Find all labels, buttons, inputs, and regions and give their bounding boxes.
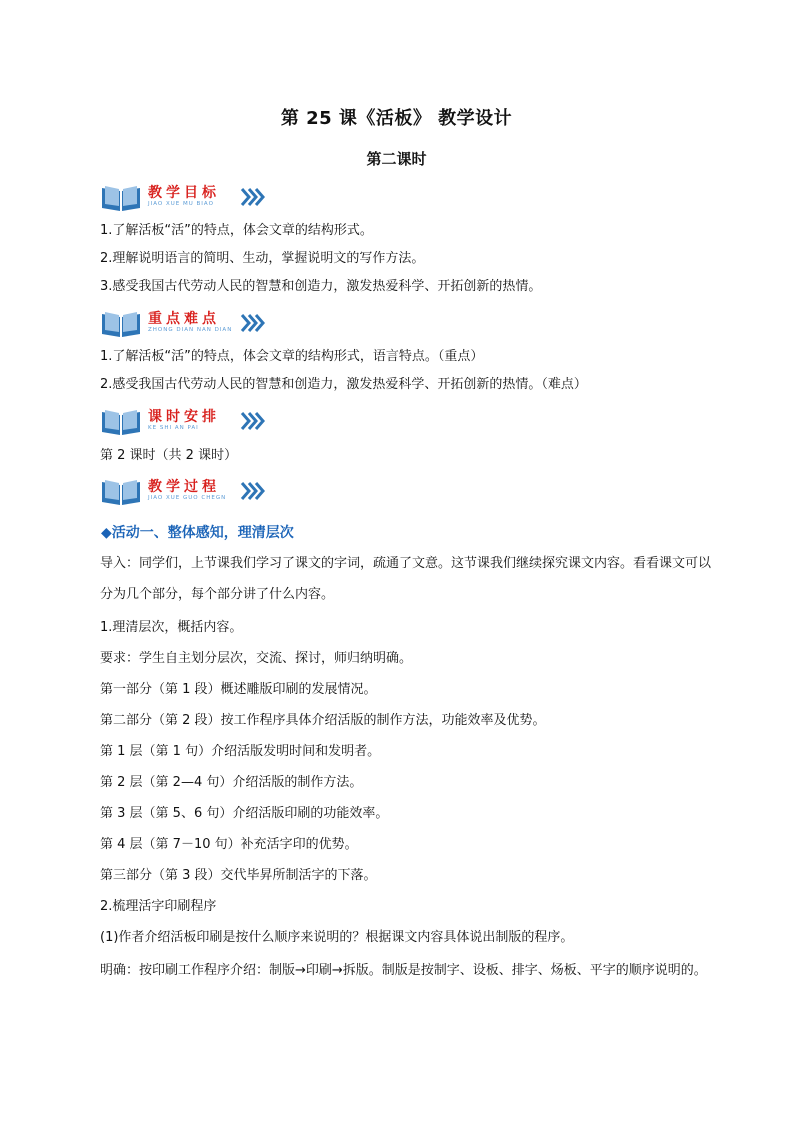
body-line: 1.理清层次，概括内容。: [100, 620, 243, 635]
schedule-text: 第 2 课时（共 2 课时）: [100, 448, 238, 463]
document-title: 第 25 课《活板》 教学设计: [280, 108, 513, 129]
keypoint-item-2: 2.感受我国古代劳动人民的智慧和创造力，激发热爱科学、开拓创新的热情。（难点）: [100, 377, 587, 392]
triple-chevron-right-icon: [240, 410, 266, 432]
section-title-cn: 教学过程: [148, 479, 220, 495]
section-title-pinyin: JIAO XUE MU BIAO: [148, 201, 214, 207]
body-line: 第 1 层（第 1 句）介绍活版发明时间和发明者。: [100, 744, 381, 759]
body-line: 要求：学生自主划分层次，交流、探讨，师归纳明确。: [100, 651, 413, 666]
body-line: 第三部分（第 3 段）交代毕昇所制活字的下落。: [100, 868, 377, 883]
section-title-pinyin: JIAO XUE GUO CHEGN: [148, 495, 227, 501]
intro-paragraph: 导入：同学们，上节课我们学习了课文的字词，疏通了文意。这节课我们继续探究课文内容。看看课文可以分为几个部分，每个部分讲了什么内容。: [100, 556, 712, 602]
triple-chevron-right-icon: [240, 186, 266, 208]
section-title-cn: 重点难点: [148, 311, 220, 327]
section-title-cn: 课时安排: [148, 409, 220, 425]
body-line: 第 3 层（第 5、6 句）介绍活版印刷的功能效率。: [100, 806, 389, 821]
triple-chevron-right-icon: [240, 312, 266, 334]
body-line: 第一部分（第 1 段）概述雕版印刷的发展情况。: [100, 682, 377, 697]
goal-item-1: 1.了解活板“活”的特点，体会文章的结构形式。: [100, 223, 373, 238]
section-title-cn: 教学目标: [148, 185, 220, 201]
body-line: (1)作者介绍活板印刷是按什么顺序来说明的？根据课文内容具体说出制版的程序。: [100, 930, 574, 945]
answer-paragraph: 明确：按印刷工作程序介绍：制版→印刷→拆版。制版是按制字、设板、排字、炀板、平字的顺序说明的。: [100, 963, 707, 978]
open-book-icon: [100, 310, 142, 338]
body-line: 第二部分（第 2 段）按工作程序具体介绍活版的制作方法，功能效率及优势。: [100, 713, 546, 728]
body-line: 第 2 层（第 2—4 句）介绍活版的制作方法。: [100, 775, 363, 790]
triple-chevron-right-icon: [240, 480, 266, 502]
section-banner-keypoints: [100, 308, 270, 342]
section-title-pinyin: KE SHI AN PAI: [148, 425, 199, 431]
open-book-icon: [100, 184, 142, 212]
section-banner-schedule: [100, 406, 270, 440]
section-title-pinyin: ZHONG DIAN NAN DIAN: [148, 327, 233, 333]
open-book-icon: [100, 408, 142, 436]
section-banner-goals: [100, 182, 270, 216]
activity-heading: ◆活动一、整体感知，理清层次: [101, 525, 294, 541]
body-line: 2.梳理活字印刷程序: [100, 899, 217, 914]
goal-item-3: 3.感受我国古代劳动人民的智慧和创造力，激发热爱科学、开拓创新的热情。: [100, 279, 542, 294]
section-banner-process: [100, 476, 270, 510]
open-book-icon: [100, 478, 142, 506]
goal-item-2: 2.理解说明语言的简明、生动，掌握说明文的写作方法。: [100, 251, 425, 266]
body-line: 第 4 层（第 7－10 句）补充活字印的优势。: [100, 837, 358, 852]
document-subtitle: 第二课时: [366, 150, 427, 168]
keypoint-item-1: 1.了解活板“活”的特点，体会文章的结构形式，语言特点。（重点）: [100, 349, 484, 364]
